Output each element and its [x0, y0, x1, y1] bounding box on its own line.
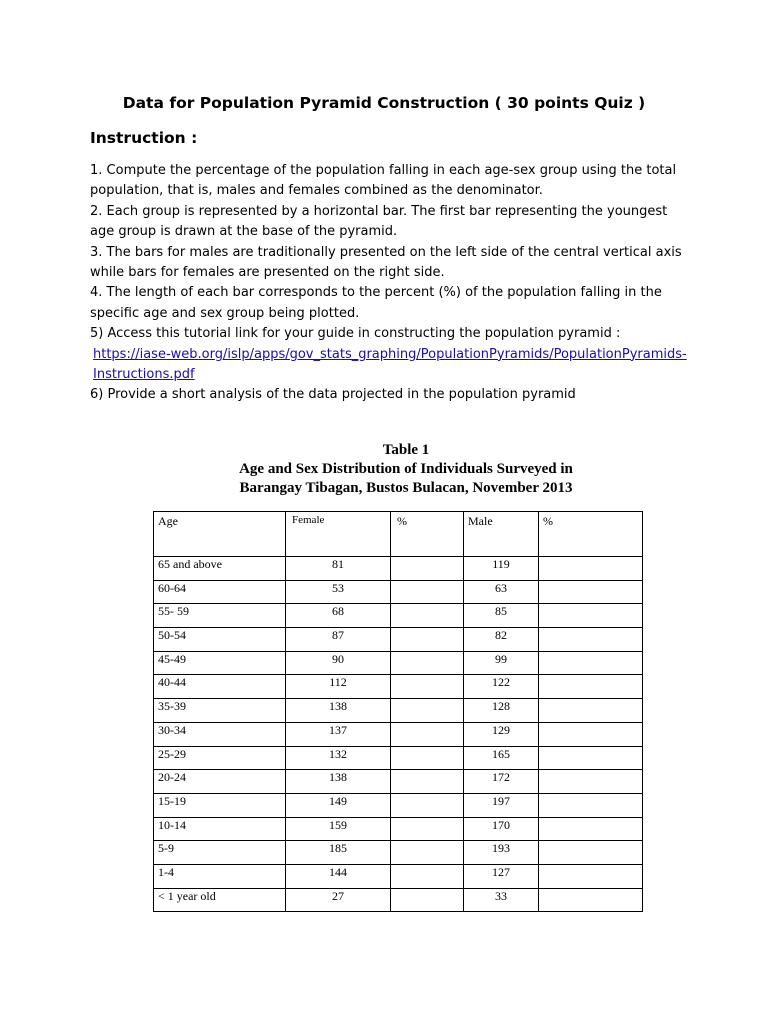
- male-percent-cell: [539, 699, 643, 723]
- female-percent-cell: [391, 675, 464, 699]
- female-percent-cell: [391, 841, 464, 865]
- age-cell: 20-24: [154, 770, 286, 794]
- table-row: [154, 841, 643, 865]
- female-count-cell: 137: [286, 722, 391, 746]
- male-count-cell: 63: [464, 580, 539, 604]
- age-cell: 40-44: [154, 675, 286, 699]
- header-female: Female: [286, 512, 391, 557]
- male-count-cell: 127: [464, 864, 539, 888]
- age-cell: 15-19: [154, 793, 286, 817]
- instruction-item-2: 2. Each group is represented by a horizontal bar. The first bar representing the youngest age group is drawn at the base of the pyramid.: [90, 203, 668, 240]
- table-caption-line-3: Barangay Tibagan, Bustos Bulacan, November 2013: [239, 480, 573, 496]
- male-percent-cell: [539, 888, 643, 912]
- age-sex-table: [153, 511, 643, 912]
- female-count-cell: 87: [286, 628, 391, 652]
- female-percent-cell: [391, 864, 464, 888]
- instruction-item-3: 3. The bars for males are traditionally presented on the left side of the central vertical axis while bars for females are presented on the right side.: [90, 244, 682, 281]
- female-count-cell: 144: [286, 864, 391, 888]
- age-cell: 25-29: [154, 746, 286, 770]
- female-count-cell: 90: [286, 651, 391, 675]
- male-count-cell: 129: [464, 722, 539, 746]
- male-percent-cell: [539, 604, 643, 628]
- female-count-cell: 53: [286, 580, 391, 604]
- table-row: [154, 888, 643, 912]
- table-row: [154, 770, 643, 794]
- age-cell: 65 and above: [154, 557, 286, 581]
- male-count-cell: 170: [464, 817, 539, 841]
- age-cell: < 1 year old: [154, 888, 286, 912]
- female-percent-cell: [391, 888, 464, 912]
- female-count-cell: 112: [286, 675, 391, 699]
- male-count-cell: 128: [464, 699, 539, 723]
- table-row: [154, 793, 643, 817]
- age-cell: 35-39: [154, 699, 286, 723]
- table-row: [154, 604, 643, 628]
- table-row: [154, 557, 643, 581]
- age-cell: 5-9: [154, 841, 286, 865]
- header-male-percent: %: [539, 512, 643, 557]
- female-percent-cell: [391, 746, 464, 770]
- instruction-item-6: 6) Provide a short analysis of the data projected in the population pyramid: [90, 387, 576, 403]
- instruction-item-1: 1. Compute the percentage of the population falling in each age-sex group using the total population, that is, males and females combined as the denominator.: [90, 163, 677, 199]
- male-count-cell: 82: [464, 628, 539, 652]
- age-cell: 45-49: [154, 651, 286, 675]
- female-percent-cell: [391, 793, 464, 817]
- female-count-cell: 138: [286, 699, 391, 723]
- table-row: [154, 580, 643, 604]
- male-count-cell: 197: [464, 793, 539, 817]
- male-percent-cell: [539, 651, 643, 675]
- table-row: [154, 675, 643, 699]
- male-percent-cell: [539, 817, 643, 841]
- age-cell: 60-64: [154, 580, 286, 604]
- table-row: [154, 651, 643, 675]
- table-row: [154, 699, 643, 723]
- female-count-cell: 81: [286, 557, 391, 581]
- instruction-item-5: 5) Access this tutorial link for your guide in constructing the population pyramid :: [90, 326, 621, 342]
- female-count-cell: 68: [286, 604, 391, 628]
- table-caption-number: Table 1: [382, 442, 430, 458]
- male-percent-cell: [539, 770, 643, 794]
- male-count-cell: 172: [464, 770, 539, 794]
- female-percent-cell: [391, 557, 464, 581]
- male-percent-cell: [539, 580, 643, 604]
- male-count-cell: 165: [464, 746, 539, 770]
- male-percent-cell: [539, 841, 643, 865]
- male-count-cell: 119: [464, 557, 539, 581]
- female-count-cell: 185: [286, 841, 391, 865]
- header-female-percent: %: [391, 512, 464, 557]
- age-cell: 1-4: [154, 864, 286, 888]
- table-row: [154, 746, 643, 770]
- female-percent-cell: [391, 722, 464, 746]
- female-percent-cell: [391, 628, 464, 652]
- male-percent-cell: [539, 864, 643, 888]
- female-percent-cell: [391, 604, 464, 628]
- instruction-heading: Instruction :: [90, 129, 198, 147]
- male-percent-cell: [539, 793, 643, 817]
- male-percent-cell: [539, 628, 643, 652]
- tutorial-link[interactable]: https://iase-web.org/islp/apps/gov_stats_graphing/PopulationPyramids/PopulationPyramids-Instructions.pdf: [93, 346, 687, 383]
- female-count-cell: 27: [286, 888, 391, 912]
- female-count-cell: 149: [286, 793, 391, 817]
- male-percent-cell: [539, 722, 643, 746]
- age-cell: 10-14: [154, 817, 286, 841]
- header-male: Male: [464, 512, 539, 557]
- female-count-cell: 132: [286, 746, 391, 770]
- male-count-cell: 33: [464, 888, 539, 912]
- male-count-cell: 85: [464, 604, 539, 628]
- instruction-item-4: 4. The length of each bar corresponds to the percent (%) of the population falling in the specific age and sex group being plotted.: [90, 285, 662, 321]
- female-percent-cell: [391, 580, 464, 604]
- male-count-cell: 193: [464, 841, 539, 865]
- header-age: Age: [154, 512, 286, 557]
- male-count-cell: 122: [464, 675, 539, 699]
- male-count-cell: 99: [464, 651, 539, 675]
- female-count-cell: 159: [286, 817, 391, 841]
- female-percent-cell: [391, 770, 464, 794]
- age-cell: 30-34: [154, 722, 286, 746]
- table-row: [154, 722, 643, 746]
- female-count-cell: 138: [286, 770, 391, 794]
- page-title: Data for Population Pyramid Construction ( 30 points Quiz ): [122, 94, 646, 112]
- age-cell: 55- 59: [154, 604, 286, 628]
- male-percent-cell: [539, 675, 643, 699]
- table-row: [154, 628, 643, 652]
- table-header-row: [154, 512, 643, 557]
- table-row: [154, 864, 643, 888]
- male-percent-cell: [539, 557, 643, 581]
- female-percent-cell: [391, 651, 464, 675]
- instruction-list: [90, 161, 690, 406]
- male-percent-cell: [539, 746, 643, 770]
- female-percent-cell: [391, 699, 464, 723]
- female-percent-cell: [391, 817, 464, 841]
- table-row: [154, 817, 643, 841]
- age-cell: 50-54: [154, 628, 286, 652]
- table-caption-line-2: Age and Sex Distribution of Individuals Surveyed in: [239, 461, 573, 477]
